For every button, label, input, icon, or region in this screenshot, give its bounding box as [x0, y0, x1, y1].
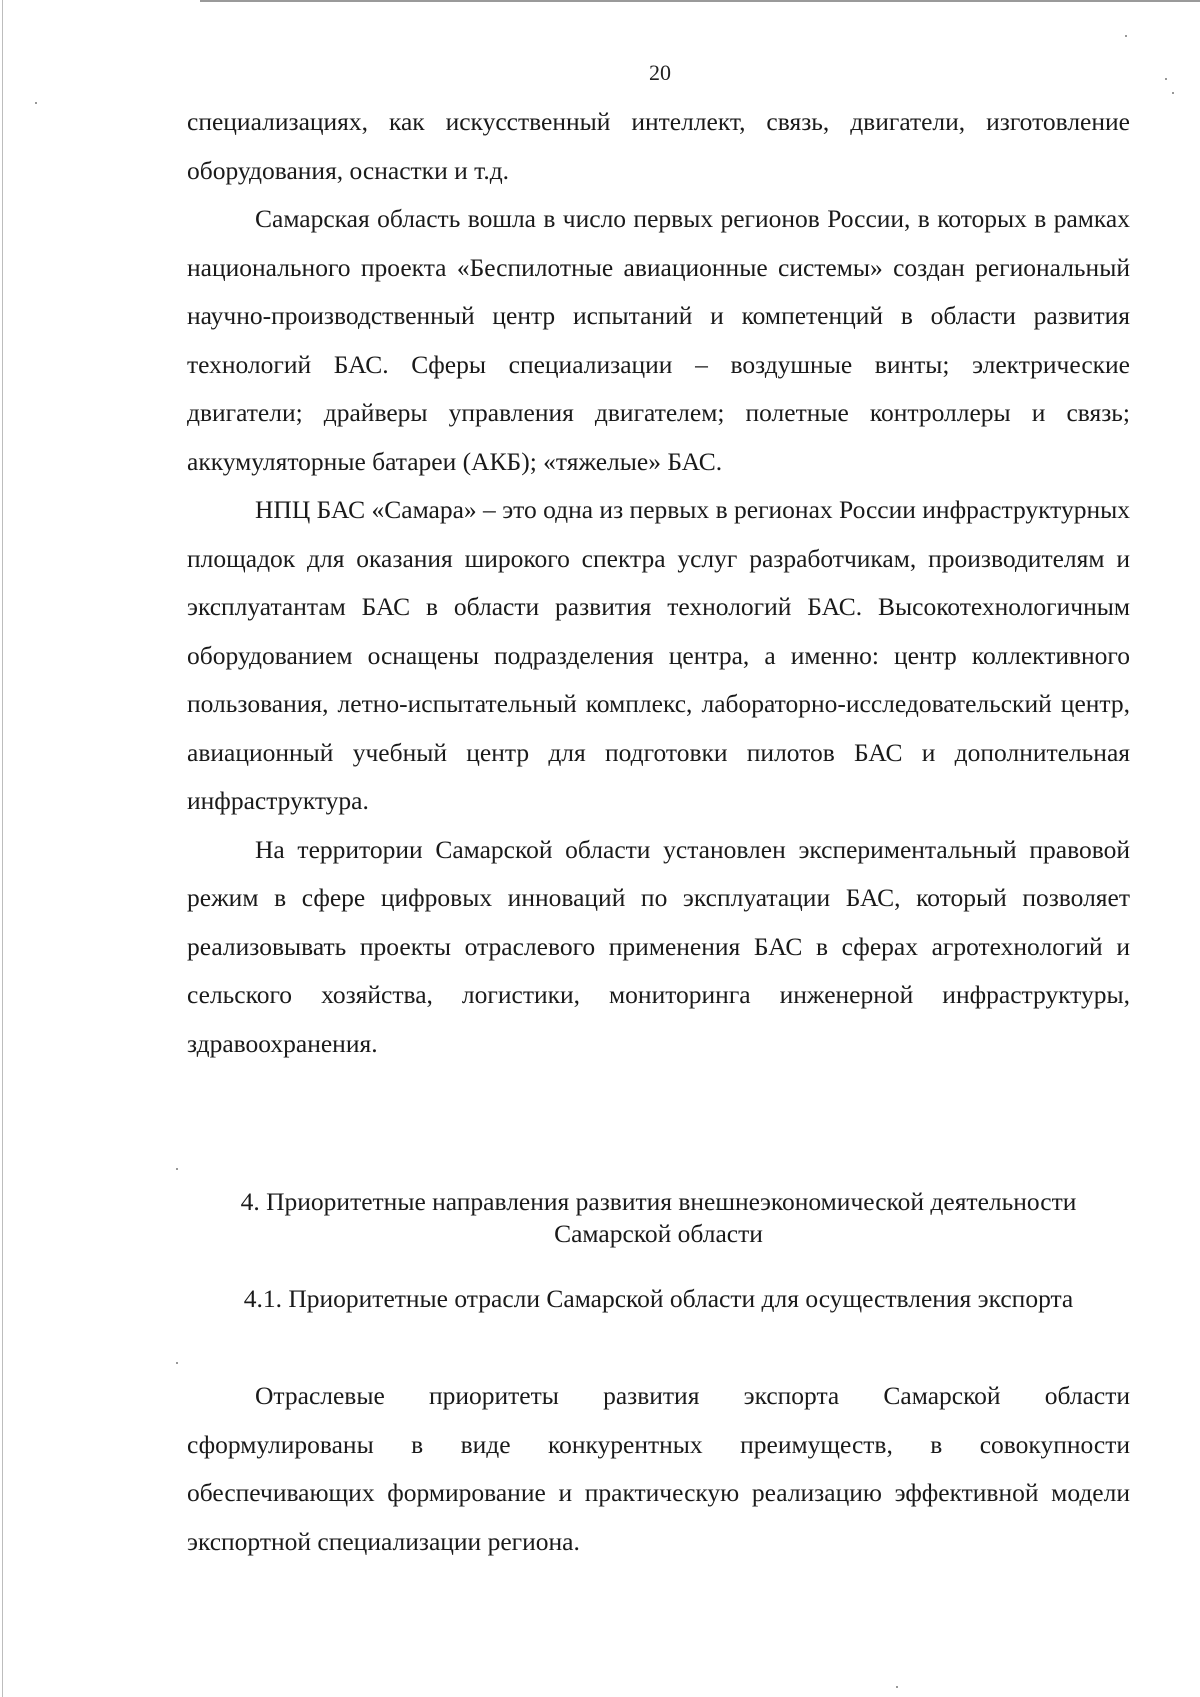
paragraph-export-priorities: Отраслевые приоритеты развития экспорта Самарской области сформулированы в виде конкурентных преимуществ, в совокупности обеспечивающих формирование и практическую реализацию эффективной модели экспортной специализации региона.	[187, 1381, 1130, 1556]
scan-speck	[176, 1362, 178, 1364]
scan-speck	[35, 102, 37, 104]
paragraph-npc-bas-samara: НПЦ БАС «Самара» – это одна из первых в регионах России инфраструктурных площадок для оказания широкого спектра услуг разработчикам, производителям и эксплуатантам БАС в области развития технологий БАС. Высокотехнологичным оборудованием оснащены подразделения центра, а именно: центр коллективного пользования, летно-испытательный комплекс, лабораторно-исследовательский центр, авиационный учебный центр для подготовки пилотов БАС и дополнительная инфраструктура.	[187, 495, 1130, 815]
scan-speck	[1125, 35, 1127, 37]
body-text	[187, 98, 1130, 1068]
paragraph-bas-center: Самарская область вошла в число первых регионов России, в которых в рамках национального проекта «Беспилотные авиационные системы» создан региональный научно-производственный центр испытаний и компетенций в области развития технологий БАС. Сферы специализации – воздушные винты; электрические двигатели; драйверы управления двигателем; полетные контроллеры и связь; аккумуляторные батареи (АКБ); «тяжелые» БАС.	[187, 204, 1130, 476]
scan-speck	[1172, 92, 1174, 94]
subsection-heading: 4.1. Приоритетные отрасли Самарской области для осуществления экспорта	[243, 1284, 1074, 1313]
scan-speck	[1165, 78, 1167, 80]
scan-speck	[176, 1168, 178, 1170]
scan-speck	[896, 1686, 898, 1688]
scan-border-line	[200, 0, 1200, 2]
page-number: 20	[649, 60, 671, 85]
body-text-export	[187, 1372, 1130, 1566]
scan-left-edge	[2, 0, 3, 1697]
paragraph-experimental-regime: На территории Самарской области установлен экспериментальный правовой режим в сфере цифровых инноваций по эксплуатации БАС, который позволяет реализовывать проекты отраслевого применения БАС в сферах агротехнологий и сельского хозяйства, логистики, мониторинга инженерной инфраструктуры, здравоохранения.	[187, 834, 1130, 1058]
section-heading: 4. Приоритетные направления развития внешнеэкономической деятельности Самарской области	[240, 1187, 1077, 1248]
paragraph-continuation: специализациях, как искусственный интеллект, связь, двигатели, изготовление оборудования, оснастки и т.д.	[187, 107, 1130, 185]
